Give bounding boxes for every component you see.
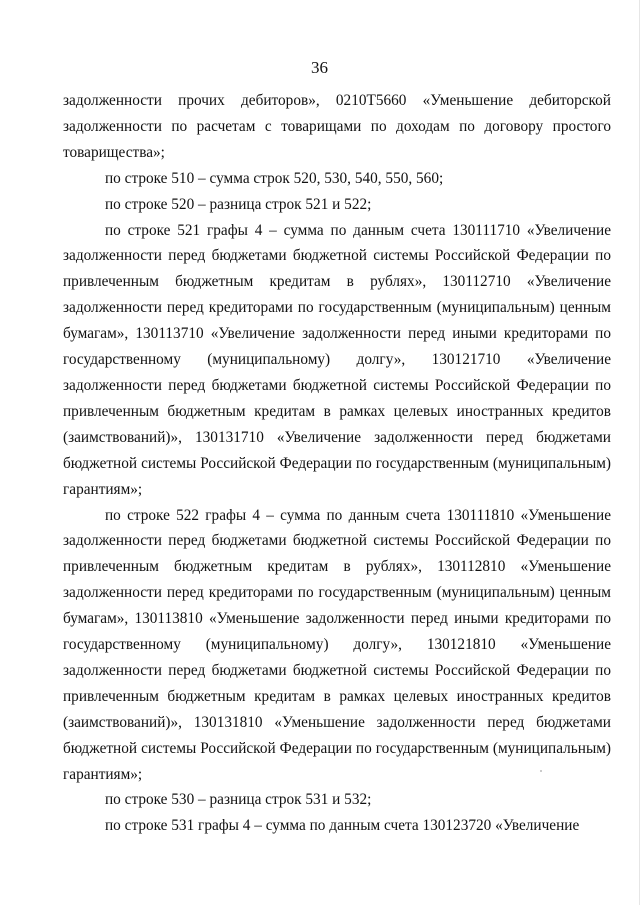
paragraph-line-522: по строке 522 графы 4 – сумма по данным счета 130111810 «Уменьшение задолженности перед бюджетами бюджетной системы Российской Федерации по привлеченным бюджетным кредитам в рублях», 130112810 «Уменьшение задолженности перед кредиторами по государственным (муниципальным) ценным бумагам», 130113810 «Уменьшение задолженности перед иными кредиторами по государственному (муниципальному) долгу», 130121810 «Уменьшение задолженности перед бюджетами бюджетной системы Российской Федерации по привлеченным бюджетным кредитам в рамках целевых иностранных кредитов (заимствований)», 130131810 «Уменьшение задолженности перед бюджетами бюджетной системы Российской Федерации по государственным (муниципальным) гарантиям»; (63, 506, 611, 783)
page-number: 36 (311, 58, 328, 77)
scan-speck (540, 770, 542, 772)
paragraph-line-531: по строке 531 графы 4 – сумма по данным счета 130123720 «Увеличение (105, 817, 580, 835)
paragraph-continuation: задолженности прочих дебиторов», 0210Т5660 «Уменьшение дебиторской задолженности по расчетам с товарищами по доходам по договору простого товарищества»; (63, 92, 611, 161)
paragraph-line-510: по строке 510 – сумма строк 520, 530, 540, 550, 560; (105, 169, 444, 187)
paragraph-line-521: по строке 521 графы 4 – сумма по данным счета 130111710 «Увеличение задолженности перед бюджетами бюджетной системы Российской Федерации по привлеченным бюджетным кредитам в рублях», 130112710 «Увеличение задолженности перед кредиторами по государственным (муниципальным) ценным бумагам», 130113710 «Увеличение задолженности перед иными кредиторами по государственному (муниципальному) долгу», 130121710 «Увеличение задолженности перед бюджетами бюджетной системы Российской Федерации по привлеченным бюджетным кредитам в рамках целевых иностранных кредитов (заимствований)», 130131710 «Увеличение задолженности перед бюджетами бюджетной системы Российской Федерации по государственным (муниципальным) гарантиям»; (63, 221, 611, 498)
paragraph-line-530: по строке 530 – разница строк 531 и 532; (105, 791, 372, 809)
document-body (63, 88, 611, 839)
paragraph-line-520: по строке 520 – разница строк 521 и 522; (105, 195, 372, 213)
